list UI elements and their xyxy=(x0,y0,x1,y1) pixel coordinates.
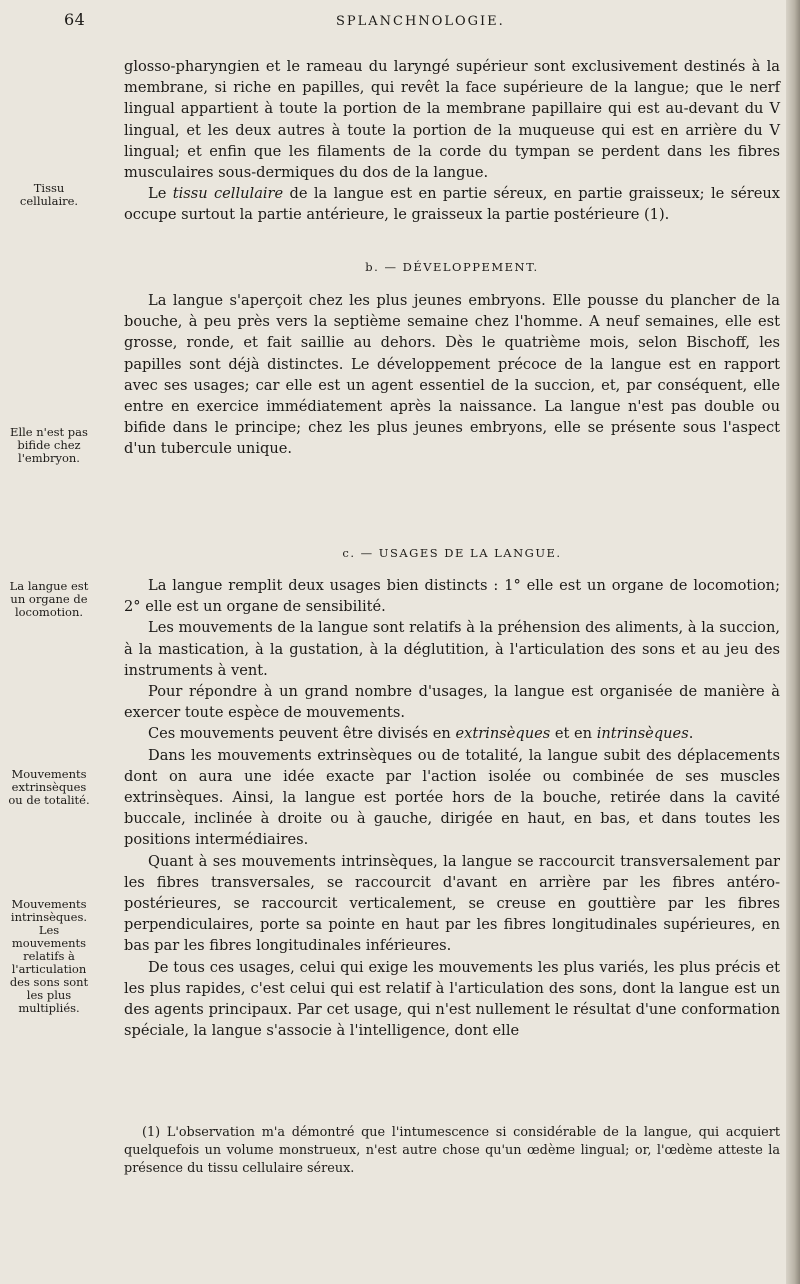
running-head: SPLANCHNOLOGIE. xyxy=(336,14,505,29)
paragraph-innervation: glosso-pharyngien et le rameau du laryngé supérieur sont exclusivement destinés à la membrane, si riche en papilles, qui revêt la face supérieure de la langue; que le nerf lingual appartient à toute la portion de la membrane papillaire qui est au-devant du V lingual, et les deux autres à toute la portion de la muqueuse qui est en arrière du V lingual; et enfin que les filaments de la corde du tympan se perdent dans les fibres musculaires sous-dermiques du dos de la langue. xyxy=(124,58,780,182)
margin-note-tissu: Tissu cellulaire. xyxy=(19,181,79,208)
text-run: Ces mouvements peuvent être divisés en xyxy=(148,725,456,743)
paragraph-movements-list: Les mouvements de la langue sont relatifs à la préhension des aliments, à la succion, à la mastication, à la gustation, à la déglutition, à l'articulation des sons et au jeu des instruments à vent. xyxy=(124,619,780,679)
text-run: et en xyxy=(550,725,597,743)
page-number: 64 xyxy=(64,10,86,29)
margin-note-extrinseques: Mouvements extrinsèques ou de totalité. xyxy=(8,767,90,807)
italic-term: intrinsèques xyxy=(596,725,689,743)
paragraph-extrinsic: Dans les mouvements extrinsèques ou de totalité, la langue subit des déplacements dont on aura une idée exacte par l'action isolée ou combinée de ses muscles extrinsèques. Ainsi, la langue est portée hors de la bouche, retirée dans la cavité buccale, inclinée à droite ou à gauche, dirigée en haut, en bas, et dans toutes les positions intermédiaires. xyxy=(124,746,780,849)
page-edge xyxy=(786,0,800,1284)
paragraph-organisation: Pour répondre à un grand nombre d'usages, la langue est organisée de manière à exercer toute espèce de mouvements. xyxy=(124,683,780,722)
margin-note-intrinseques: Mouvements intrinsèques. Les mouvements relatifs à l'articulation des sons sont les plus multipliés. xyxy=(9,897,89,1015)
text-run: Le xyxy=(148,185,173,203)
paragraph-two-uses: La langue remplit deux usages bien distincts : 1° elle est un organe de locomotion; 2° elle est un organe de sensibilité. xyxy=(124,577,780,616)
heading-development: b. — DÉVELOPPEMENT. xyxy=(365,260,539,274)
paragraph-development: La langue s'aperçoit chez les plus jeunes embryons. Elle pousse du plancher de la bouche, à peu près vers la septième semaine chez l'homme. A neuf semaines, elle est grosse, ronde, et fait saillie au dehors. Dès le quatrième mois, selon Bischoff, les papilles sont déjà distinctes. Le développement précoce de la langue est en rapport avec ses usages; car elle est un agent essentiel de la succion, et, par conséquent, elle entre en exercice immédiatement après la naissance. La langue n'est pas double ou bifide dans le principe; chez les plus jeunes embryons, elle se présente sous l'aspect d'un tubercule unique. xyxy=(124,292,780,458)
paragraph-tissu-cellulaire xyxy=(124,183,780,225)
text-run: . xyxy=(688,725,694,743)
heading-uses: c. — USAGES DE LA LANGUE. xyxy=(342,546,562,560)
text-block-development xyxy=(124,290,780,460)
italic-term: tissu cellulaire xyxy=(172,185,284,203)
page-header xyxy=(0,6,800,36)
italic-term: extrinsèques xyxy=(455,725,551,743)
text-block-innervation xyxy=(124,56,780,226)
margin-note-organe: La langue est un organe de locomotion. xyxy=(9,579,89,619)
paragraph-articulation: De tous ces usages, celui qui exige les mouvements les plus variés, les plus précis et les plus rapides, c'est celui qui est relatif à l'articulation des sons, dont la langue est un des agents principaux. Par cet usage, qui n'est nullement le résultat d'une conformation spéciale, la langue s'associe à l'intelligence, dont elle xyxy=(124,958,780,1040)
margin-note-bifide: Elle n'est pas bifide chez l'embryon. xyxy=(10,425,88,465)
text-block-uses xyxy=(124,575,780,1041)
paragraph-division xyxy=(124,723,780,744)
footnote-text: (1) L'observation m'a démontré que l'intumescence si considérable de la langue, qui acquiert quelquefois un volume monstrueux, n'est autre chose qu'un œdème lingual; or, l'œdème atteste la présence du tissu cellulaire séreux. xyxy=(124,1125,780,1176)
footnote xyxy=(124,1124,780,1178)
text-run: de la langue est en partie séreux, en partie graisseux; le séreux occupe surtout la partie antérieure, le graisseux la partie postérieure (1). xyxy=(124,185,780,224)
paragraph-intrinsic: Quant à ses mouvements intrinsèques, la langue se raccourcit transversalement par les fibres transversales, se raccourcit d'avant en arrière par les fibres antéro-postérieures, se raccourcit verticalement, se creuse en gouttière par les fibres perpendiculaires, porte sa pointe en haut par les fibres longitudinales supérieures, en bas par les fibres longitudinales inférieures. xyxy=(124,852,780,955)
